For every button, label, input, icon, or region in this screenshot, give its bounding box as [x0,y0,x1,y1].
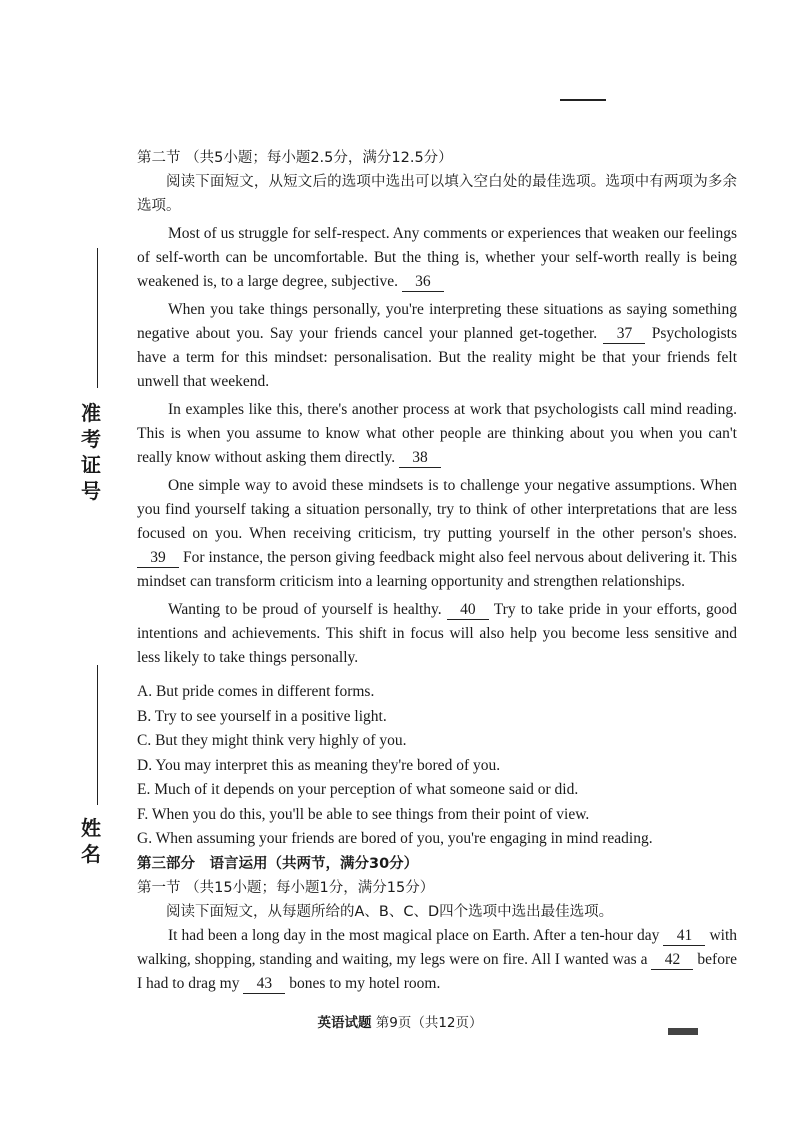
option-c: C. But they might think very highly of you. [137,732,407,749]
passage-paragraph-2 [137,298,737,394]
option-f: F. When you do this, you'll be able to see things from their point of view. [137,805,590,823]
section2-title: 第二节 [137,150,181,166]
paragraph-text: One simple way to avoid these mindsets is to challenge your negative assumptions. When you find yourself taking a situation personally, try to think of other interpretations that are less focused on you. When receiving criticism, try putting yourself in the other person's shoes. [137,477,737,542]
passage-paragraph-1 [137,222,737,294]
blank-42: 42 [651,951,693,970]
passage-paragraph-4 [137,474,737,594]
paragraph-text: For instance, the person giving feedback might also feel nervous about delivering it. This mindset can transform criticism into a learning opportunity and strengthen relationships. [137,549,737,590]
section2-heading [137,146,737,170]
exam-id-label: 准考证号 [81,401,101,503]
blank-39: 39 [137,549,179,568]
paragraph-text: with walking, shopping, standing and waiting, my legs were on fire. All I wanted was a [137,926,738,968]
section2-note: （共5小题；每小题2.5分，满分12.5分） [185,150,453,166]
paragraph-text: In examples like this, there's another process at work that psychologists call mind reading. This is when you assume to know what other people are thinking about you when you can't really know without asking them directly. [137,401,737,466]
blank-38: 38 [399,449,441,468]
option-a: A. But pride comes in different forms. [137,683,375,700]
name-underline [97,665,98,805]
paragraph-text: Most of us struggle for self-respect. Any comments or experiences that weaken our feelings of self-worth can be uncomfortable. But the thing is, whether your self-worth really is being weakened is, to a large degree, subjective. [137,225,737,290]
option-g: G. When assuming your friends are bored of you, you're engaging in mind reading. [137,830,653,847]
section1-instruction: 阅读下面短文，从每题所给的A、B、C、D四个选项中选出最佳选项。 [166,903,614,920]
exam-id-underline [97,248,98,388]
section1-title: 第一节 [137,879,181,896]
paragraph-text: It had been a long day in the most magical place on Earth. After a ten-hour day [168,926,660,944]
blank-36: 36 [402,273,444,292]
name-label: 姓名 [81,816,101,866]
passage [137,222,737,670]
paragraph-text: before I had to drag my [137,950,737,992]
section2-instruction: 阅读下面短文，从短文后的选项中选出可以填入空白处的最佳选项。选项中有两项为多余选项。 [137,174,737,214]
part3-heading: 第三部分 语言运用（共两节，满分30分） [137,855,419,872]
top-mark-line [560,99,606,101]
footer-subject: 英语试题 [317,1015,372,1031]
footer-page-number: 第9页（共12页） [375,1015,483,1031]
blank-40: 40 [447,601,489,620]
scan-mark [668,1028,698,1035]
option-b: B. Try to see yourself in a positive light. [137,707,387,725]
paragraph-text: When you take things personally, you're interpreting these situations as saying something negative about you. Say your friends cancel your planned get-together. [137,301,737,342]
blank-41: 41 [663,927,705,946]
blank-37: 37 [603,325,645,344]
page-content [137,146,737,996]
section1-note: （共15小题；每小题1分，满分15分） [185,879,435,896]
passage-paragraph-5 [137,598,737,670]
option-d: D. You may interpret this as meaning they're bored of you. [137,756,501,774]
option-e: E. Much of it depends on your perception of what someone said or did. [137,781,579,798]
paragraph-text: Try to take pride in your efforts, good intentions and achievements. This shift in focus will also help you become less sensitive and less likely to take things personally. [137,601,737,666]
cloze-paragraph [137,924,737,996]
paragraph-text: bones to my hotel room. [289,974,441,992]
blank-43: 43 [243,975,285,994]
paragraph-text: Psychologists have a term for this mindset: personalisation. But the reality might be that your friends felt unwell that weekend. [137,325,738,390]
passage-paragraph-3 [137,398,737,470]
section1-heading [137,876,737,900]
answer-options [137,680,737,852]
paragraph-text: Wanting to be proud of yourself is healthy. [168,601,442,618]
